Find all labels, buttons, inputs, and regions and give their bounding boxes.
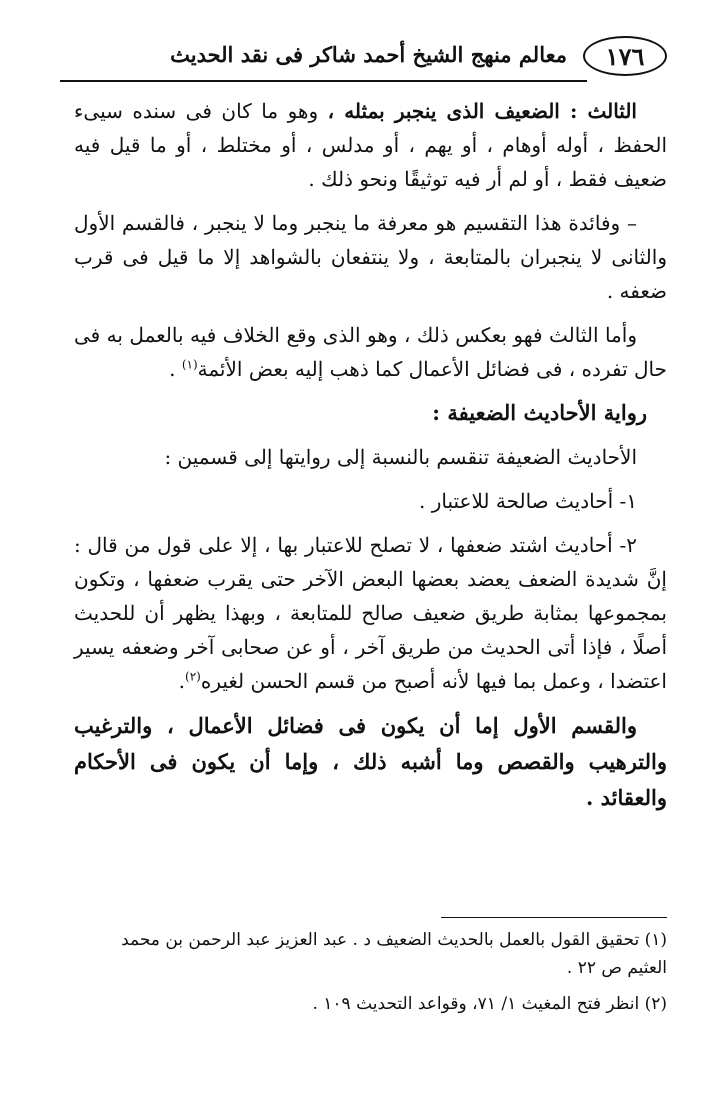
- footnote-ref-2[interactable]: (٢): [185, 669, 201, 684]
- paragraph-text: ٢- أحاديث اشتد ضعفها ، لا تصلح للاعتبار بها ، إلا على قول من قال : إنَّ شديدة الضعف يعضد بعضها البعض الآخر حتى يقرب ضعفها ، وتكون بمجموعها بمثابة طريق ضعيف صالح للمتابعة ، وبهذا يظهر أن للحديث أصلًا ، فإذا أتى الحديث من طريق آخر ، أو عن صحابى آخر وضعفه يسير اعتضدا ، وعمل بما فيها لأنه أصبح من قسم الحسن لغيره: [74, 533, 667, 693]
- paragraph-end: .: [169, 357, 182, 381]
- paragraph-text: وهو ما كان فى سنده سيىء الحفظ ، أوله أوهام ، أو يهم ، أو مدلس ، أو مختلط ، أو ما قيل فيه ضعيف فقط ، أو لم أر فيه توثيقًا ونحو ذلك .: [74, 99, 667, 191]
- footnote-1: (١) تحقيق القول بالعمل بالحديث الضعيف د . عبد العزيز عبد الرحمن بن محمد العثيم ص ٢٢ .: [121, 930, 667, 978]
- list-item-2: [74, 528, 667, 698]
- header-rule: [60, 80, 587, 82]
- footnote-ref-1[interactable]: (١): [181, 357, 198, 372]
- paragraph-third-opposite: [74, 318, 667, 386]
- list-item-1: ١- أحاديث صالحة للاعتبار .: [418, 489, 637, 513]
- footnote-rule: [441, 917, 667, 918]
- page-number: ١٧٦: [583, 36, 667, 76]
- paragraph-first-section: والقسم الأول إما أن يكون فى فضائل الأعمال ، والترغيب والترهيب والقصص وما أشبه ذلك ، وإما أن يكون فى الأحكام والعقائد .: [74, 713, 667, 810]
- main-text: [74, 94, 667, 826]
- footnote-2: (٢) انظر فتح المغيث ١/ ٧١، وقواعد التحديث ١٠٩ .: [312, 994, 667, 1014]
- paragraph-lead: الثالث : الضعيف الذى ينجبر بمثله ،: [327, 99, 637, 123]
- paragraph-text: وأما الثالث فهو بعكس ذلك ، وهو الذى وقع الخلاف فيه بالعمل به فى حال تفرده ، فى فضائل الأعمال كما ذهب إليه بعض الأئمة: [74, 323, 667, 381]
- footnotes: [80, 926, 667, 1026]
- running-title: معالم منهج الشيخ أحمد شاكر فى نقد الحديث: [170, 42, 567, 67]
- paragraph-third-type: [74, 94, 667, 196]
- paragraph-benefit: – وفائدة هذا التقسيم هو معرفة ما ينجبر وما لا ينجبر ، فالقسم الأول والثانى لا ينجبران بالمتابعة ، ولا ينتفعان بالشواهد إلا ما قيل فى قرب ضعفه .: [74, 211, 667, 303]
- section-heading: رواية الأحاديث الضعيفة :: [432, 400, 647, 425]
- page-header: [60, 30, 667, 84]
- paragraph-division: الأحاديث الضعيفة تنقسم بالنسبة إلى روايتها إلى قسمين :: [164, 445, 637, 469]
- paragraph-end: .: [178, 669, 186, 693]
